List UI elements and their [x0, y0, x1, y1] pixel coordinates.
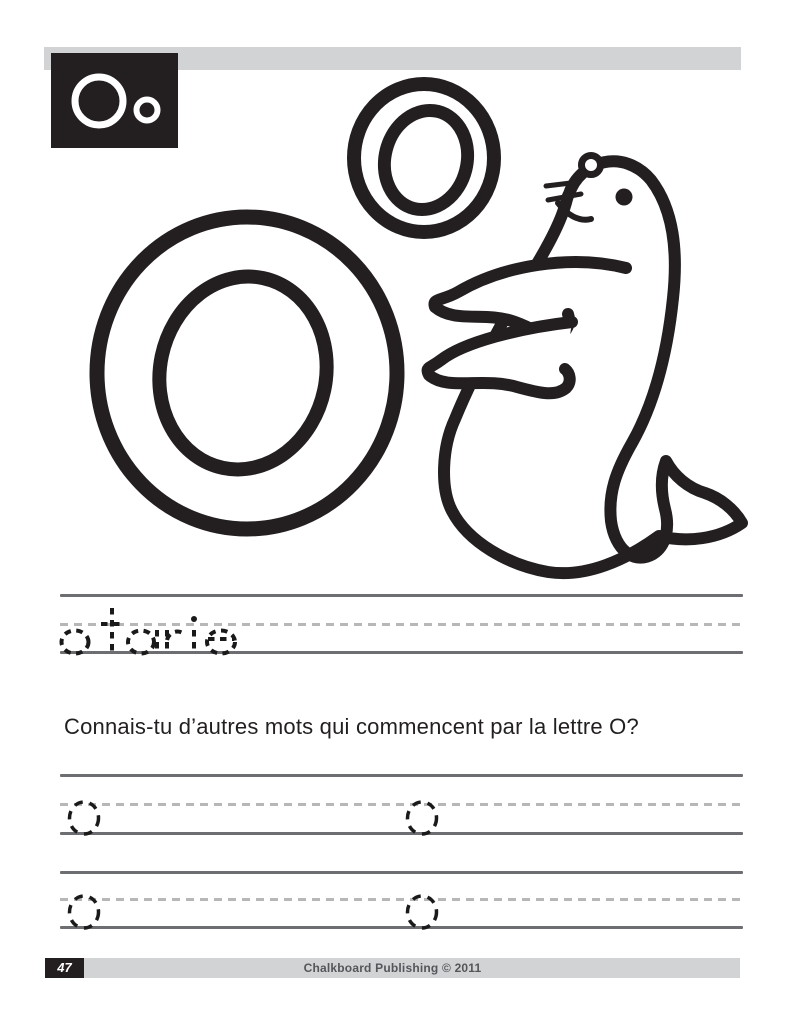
trace-letter-o1	[62, 631, 89, 654]
trace-letter-o-guide	[403, 891, 441, 933]
sea-lion-flipper-lower	[428, 322, 573, 393]
writing-line-bottom-2	[60, 832, 743, 835]
trace-letter-a	[128, 630, 157, 654]
big-o-outline	[86, 206, 412, 542]
question-text: Connais-tu d’autres mots qui commencent par la lettre O?	[64, 714, 639, 739]
writing-line-bottom-3	[60, 926, 743, 929]
writing-midline-2	[60, 803, 743, 806]
trace-letter-t	[101, 608, 124, 652]
trace-letter-e	[207, 631, 235, 654]
trace-letter-i-dot	[191, 616, 197, 622]
page-number: 47	[45, 958, 84, 978]
trace-letter-r	[167, 630, 184, 653]
sea-lion-illustration	[420, 140, 750, 590]
trace-letter-o-guide	[65, 797, 103, 839]
publisher-credit: Chalkboard Publishing © 2011	[303, 961, 482, 975]
trace-letter-o-guide	[403, 797, 441, 839]
letter-oo-icon	[51, 53, 178, 148]
nose-ball	[582, 156, 601, 175]
letter-oo-badge	[51, 53, 178, 148]
writing-line-top-3	[60, 871, 743, 874]
writing-line-top-2	[60, 774, 743, 777]
sea-lion-eye	[616, 189, 633, 206]
trace-word-otarie	[55, 592, 255, 658]
writing-midline-3	[60, 898, 743, 901]
trace-letter-o-guide	[65, 891, 103, 933]
footer-band	[45, 958, 740, 978]
